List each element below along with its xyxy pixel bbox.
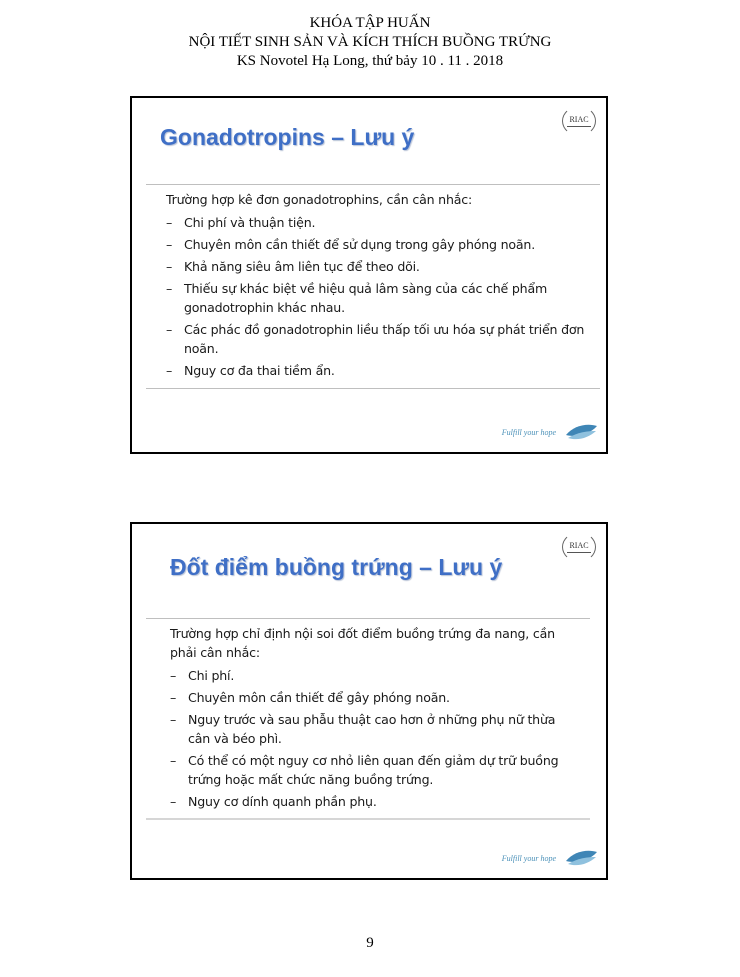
list-item: – Nguy cơ đa thai tiềm ẩn. [166, 363, 335, 378]
document-header [0, 14, 740, 71]
list-item: – Chuyên môn cần thiết để gây phóng noãn. [170, 690, 450, 705]
list-item: – Chi phí. [170, 668, 235, 683]
bullet-list [166, 213, 586, 380]
header-course-subtitle: NỘI TIẾT SINH SẢN VÀ KÍCH THÍCH BUỒNG TRỨNG [188, 34, 552, 50]
slide-footer [502, 848, 598, 868]
list-item: – Các phác đồ gonadotrophin liều thấp tối ưu hóa sự phát triển đơn noãn. [166, 322, 585, 356]
riac-logo [562, 532, 596, 562]
divider [146, 818, 590, 820]
tagline: Fulfill your hope [501, 427, 556, 437]
header-venue-date: KS Novotel Hạ Long, thứ bảy 10 . 11 . 2018 [236, 53, 504, 69]
slide-title: Gonadotropins – Lưu ý [160, 124, 415, 150]
divider [146, 184, 600, 185]
slide-gonadotropins [130, 96, 608, 454]
slide-content [170, 624, 580, 814]
list-item: – Chuyên môn cần thiết để sử dụng trong gây phóng noãn. [166, 237, 536, 252]
slide-title: Đốt điểm buồng trứng – Lưu ý [170, 554, 503, 580]
header-course-title: KHÓA TẬP HUẤN [309, 15, 431, 31]
slide-ovarian-drilling [130, 522, 608, 880]
slide-content [166, 190, 586, 383]
list-item: – Nguy trước và sau phẫu thuật cao hơn ở những phụ nữ thừa cân và béo phì. [170, 712, 556, 746]
list-item: – Nguy cơ dính quanh phần phụ. [170, 794, 377, 809]
list-item: – Có thể có một nguy cơ nhỏ liên quan đến giảm dự trữ buồng trứng hoặc mất chức năng buồng trứng. [170, 753, 559, 787]
divider [146, 388, 600, 389]
slide-footer [502, 422, 598, 442]
list-item: – Khả năng siêu âm liên tục để theo dõi. [166, 259, 420, 274]
slide-intro: Trường hợp kê đơn gonadotrophins, cần cân nhắc: [166, 192, 473, 207]
riac-logo-text: RIAC [569, 115, 589, 124]
tagline: Fulfill your hope [501, 853, 556, 863]
riac-logo [562, 106, 596, 136]
divider [146, 618, 590, 619]
slide-intro: Trường hợp chỉ định nội soi đốt điểm buồng trứng đa nang, cần phải cân nhắc: [170, 626, 555, 660]
bullet-list [170, 666, 580, 811]
page-number: 9 [366, 935, 374, 951]
list-item: – Chi phí và thuận tiện. [166, 215, 316, 230]
list-item: – Thiếu sự khác biệt về hiệu quả lâm sàng của các chế phẩm gonadotrophin khác nhau. [166, 281, 548, 315]
leaf-logo-icon [564, 423, 598, 441]
leaf-logo-icon [564, 849, 598, 867]
riac-logo-text: RIAC [569, 541, 589, 550]
